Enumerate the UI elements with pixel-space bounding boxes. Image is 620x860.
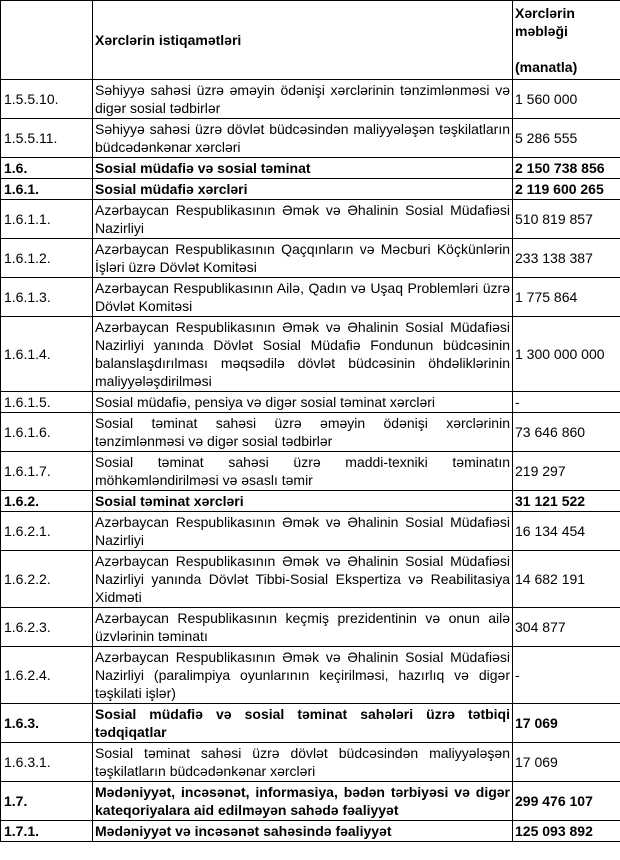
table-row-1-6-1-3 (1, 278, 620, 317)
code-cell: 1.5.5.10. (1, 80, 93, 119)
table-row-1-6 (1, 158, 620, 179)
direction-cell: Azərbaycan Respublikasının Əmək və Əhalinin Sosial Müdafiəsi Nazirliyi (paralimpiya oyunlarının keçirilməsi, hazırlıq və digər təşkilati işlər) (93, 647, 513, 704)
table-row-1-6-2-2 (1, 551, 620, 608)
direction-cell: Sosial təminat sahəsi üzrə əməyin ödənişi xərclərinin tənzimlənməsi və digər sosial tədbirlər (93, 413, 513, 452)
amount-cell: - (513, 647, 620, 704)
table-row-1-6-1-7 (1, 452, 620, 491)
table-row-1-6-1-1 (1, 200, 620, 239)
direction-cell: Azərbaycan Respublikasının Əmək və Əhalinin Sosial Müdafiəsi Nazirliyi yanında Dövlət Sosial Müdafiə Fondunun büdcəsinin balanslaşdırılması məqsədilə dövlət büdcəsinin öhdəliklərinin maliyyələşdirilməsi (93, 317, 513, 392)
table-row-1-6-2-3 (1, 608, 620, 647)
code-cell: 1.6.2.2. (1, 551, 93, 608)
amount-cell: 1 560 000 (513, 80, 620, 119)
code-cell: 1.6.2. (1, 491, 93, 512)
direction-cell: Mədəniyyət, incəsənət, informasiya, bədən tərbiyəsi və digər kateqoriyalara aid edilməyən sahədə fəaliyyət (93, 782, 513, 821)
table-body (1, 80, 620, 842)
code-cell: 1.7. (1, 782, 93, 821)
direction-cell: Sosial təminat xərcləri (93, 491, 513, 512)
header-row (1, 1, 620, 80)
code-cell: 1.6.2.1. (1, 512, 93, 551)
table-row-1-6-1-5 (1, 392, 620, 413)
amount-cell: - (513, 392, 620, 413)
table-row-1-5-5-10 (1, 80, 620, 119)
amount-cell: 219 297 (513, 452, 620, 491)
header-amount-cell (513, 1, 620, 80)
table-row-1-7-1 (1, 821, 620, 842)
header-amount-unit: (manatla) (515, 59, 578, 75)
amount-cell: 2 150 738 856 (513, 158, 620, 179)
direction-cell: Sosial müdafiə, pensiya və digər sosial təminat xərcləri (93, 392, 513, 413)
amount-cell: 125 093 892 (513, 821, 620, 842)
direction-cell: Azərbaycan Respublikasının Ailə, Qadın və Uşaq Problemləri üzrə Dövlət Komitəsi (93, 278, 513, 317)
direction-cell: Sosial müdafiə və sosial təminat sahələri üzrə tətbiqi tədqiqatlar (93, 704, 513, 743)
table-row-1-7 (1, 782, 620, 821)
amount-cell: 17 069 (513, 743, 620, 782)
header-direction-cell: Xərclərin istiqamətləri (93, 1, 513, 80)
table-row-1-6-3 (1, 704, 620, 743)
header-code-cell (1, 1, 93, 80)
amount-cell: 304 877 (513, 608, 620, 647)
table-row-1-6-2-1 (1, 512, 620, 551)
direction-cell: Mədəniyyət və incəsənət sahəsində fəaliyyət (93, 821, 513, 842)
amount-cell: 73 646 860 (513, 413, 620, 452)
code-cell: 1.6.2.3. (1, 608, 93, 647)
direction-cell: Azərbaycan Respublikasının Əmək və Əhalinin Sosial Müdafiəsi Nazirliyi (93, 200, 513, 239)
code-cell: 1.5.5.11. (1, 119, 93, 158)
code-cell: 1.7.1. (1, 821, 93, 842)
table-row-1-6-2-4 (1, 647, 620, 704)
table-row-1-6-3-1 (1, 743, 620, 782)
direction-cell: Sosial müdafiə xərcləri (93, 179, 513, 200)
table-row-1-6-2 (1, 491, 620, 512)
direction-cell: Azərbaycan Respublikasının Əmək və Əhalinin Sosial Müdafiəsi Nazirliyi yanında Dövlət Tibbi-Sosial Ekspertiza və Reabilitasiya Xidməti (93, 551, 513, 608)
direction-cell: Azərbaycan Respublikasının Qaçqınların və Məcburi Köçkünlərin İşləri üzrə Dövlət Komitəsi (93, 239, 513, 278)
code-cell: 1.6.3.1. (1, 743, 93, 782)
table-row-1-6-1-6 (1, 413, 620, 452)
amount-cell: 2 119 600 265 (513, 179, 620, 200)
direction-cell: Səhiyyə sahəsi üzrə əməyin ödənişi xərclərinin tənzimlənməsi və digər sosial tədbirlər (93, 80, 513, 119)
code-cell: 1.6.1.6. (1, 413, 93, 452)
direction-cell: Azərbaycan Respublikasının keçmiş prezidentinin və onun ailə üzvlərinin təminatı (93, 608, 513, 647)
header-amount-title: Xərclərin məbləği (515, 5, 575, 39)
code-cell: 1.6.1.3. (1, 278, 93, 317)
code-cell: 1.6.2.4. (1, 647, 93, 704)
direction-cell: Sosial müdafiə və sosial təminat (93, 158, 513, 179)
amount-cell: 14 682 191 (513, 551, 620, 608)
amount-cell: 17 069 (513, 704, 620, 743)
code-cell: 1.6.3. (1, 704, 93, 743)
code-cell: 1.6.1.2. (1, 239, 93, 278)
amount-cell: 31 121 522 (513, 491, 620, 512)
code-cell: 1.6.1.7. (1, 452, 93, 491)
amount-cell: 1 300 000 000 (513, 317, 620, 392)
table-row-1-6-1 (1, 179, 620, 200)
table-row-1-5-5-11 (1, 119, 620, 158)
amount-cell: 233 138 387 (513, 239, 620, 278)
table-row-1-6-1-2 (1, 239, 620, 278)
code-cell: 1.6.1.4. (1, 317, 93, 392)
amount-cell: 510 819 857 (513, 200, 620, 239)
direction-cell: Səhiyyə sahəsi üzrə dövlət büdcəsindən maliyyələşən təşkilatların büdcədənkənar xərcləri (93, 119, 513, 158)
code-cell: 1.6.1.1. (1, 200, 93, 239)
code-cell: 1.6.1.5. (1, 392, 93, 413)
amount-cell: 299 476 107 (513, 782, 620, 821)
amount-cell: 16 134 454 (513, 512, 620, 551)
amount-cell: 1 775 864 (513, 278, 620, 317)
code-cell: 1.6.1. (1, 179, 93, 200)
direction-cell: Sosial təminat sahəsi üzrə dövlət büdcəsindən maliyyələşən təşkilatların büdcədənkənar xərcləri (93, 743, 513, 782)
direction-cell: Azərbaycan Respublikasının Əmək və Əhalinin Sosial Müdafiəsi Nazirliyi (93, 512, 513, 551)
direction-cell: Sosial təminat sahəsi üzrə maddi-texniki təminatın möhkəmləndirilməsi və əsaslı təmir (93, 452, 513, 491)
code-cell: 1.6. (1, 158, 93, 179)
table-row-1-6-1-4 (1, 317, 620, 392)
amount-cell: 5 286 555 (513, 119, 620, 158)
